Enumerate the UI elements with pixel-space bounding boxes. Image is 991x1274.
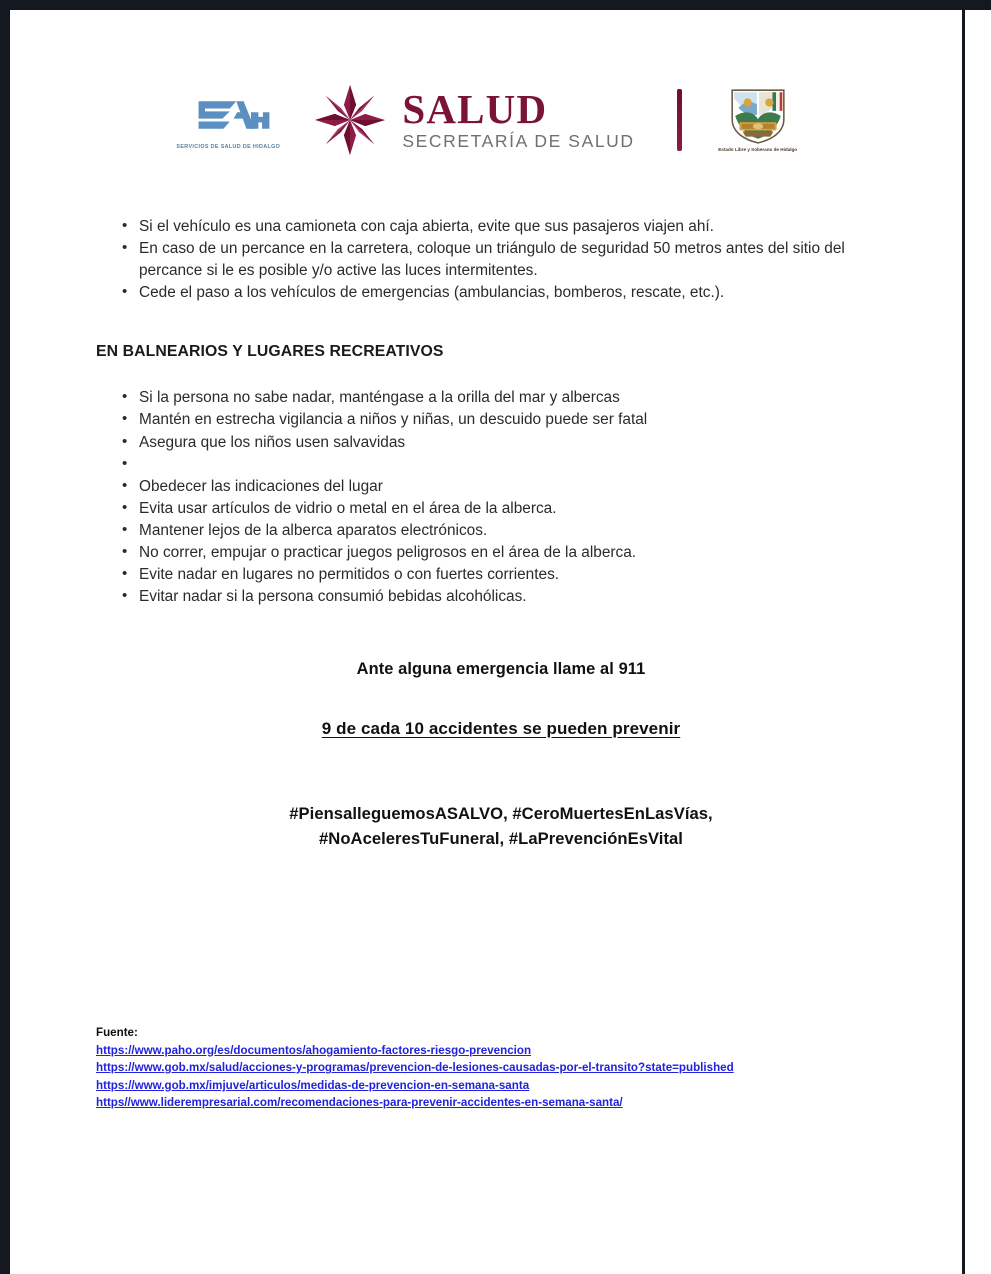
document-header [10, 70, 962, 170]
emphasis-block [96, 660, 906, 851]
source-link-gob-salud[interactable]: https://www.gob.mx/salud/acciones-y-programas/prevencion-de-lesiones-causadas-por-el-transito?state=published [96, 1061, 734, 1075]
list-item: • Cede el paso a los vehículos de emergencias (ambulancias, bomberos, rescate, etc.). [96, 282, 906, 304]
ssa-logo [172, 90, 284, 150]
list-item: • En caso de un percance en la carretera, coloque un triángulo de seguridad 50 metros antes del sitio del percance si le es posible y/o active las luces intermitentes. [96, 238, 906, 281]
sources-block [96, 1024, 926, 1112]
emergency-call-line: Ante alguna emergencia llame al 911 [356, 659, 646, 678]
salud-subtitle: SECRETARÍA DE SALUD [402, 131, 635, 152]
salud-title: SALUD [402, 86, 548, 133]
hashtags-line-2: #NoAceleresTuFuneral, #LaPrevenciónEsVital [319, 828, 683, 848]
list-item: • Si el vehículo es una camioneta con caja abierta, evite que sus pasajeros viajen ahí. [96, 216, 906, 238]
hashtags-line-1: #PiensalleguemosASALVO, #CeroMuertesEnLasVías, [289, 803, 713, 823]
list-item-empty [96, 454, 906, 476]
viewer-top-bar [0, 0, 991, 10]
ssa-monogram-icon [182, 90, 274, 140]
sources-label: Fuente: [96, 1026, 138, 1039]
list-item: • Asegura que los niños usen salvavidas [96, 432, 906, 454]
source-link-liderempresarial[interactable]: https//www.liderempresarial.com/recomendaciones-para-prevenir-accidentes-en-semana-santa/ [96, 1096, 623, 1110]
list-item: • Si la persona no sabe nadar, manténgase a la orilla del mar y albercas [96, 387, 906, 409]
list-item: • No correr, empujar o practicar juegos peligrosos en el área de la alberca. [96, 542, 906, 564]
header-divider [677, 89, 682, 151]
salud-wordmark [402, 86, 635, 152]
list-item: • Obedecer las indicaciones del lugar [96, 476, 906, 498]
page-sheet [10, 10, 962, 1274]
hashtags-block [96, 801, 906, 851]
hidalgo-coat-of-arms-icon [727, 87, 789, 145]
list-item: • Mantén en estrecha vigilancia a niños y niñas, un descuido puede ser fatal [96, 409, 906, 431]
viewer-left-bar [0, 0, 10, 1274]
salud-star-icon [312, 82, 388, 158]
list-item: • Evita usar artículos de vidrio o metal en el área de la alberca. [96, 498, 906, 520]
section-heading: EN BALNEARIOS Y LUGARES RECREATIVOS [96, 343, 444, 361]
salud-lockup [312, 82, 634, 158]
source-link-gob-imjuve[interactable]: https://www.gob.mx/imjuve/articulos/medidas-de-prevencion-en-semana-santa [96, 1078, 530, 1092]
recreational-bullet-list [96, 387, 906, 607]
hidalgo-emblem-caption: Estado Libre y Soberano de Hidalgo [718, 146, 798, 152]
list-item: • Evitar nadar si la persona consumió bebidas alcohólicas. [96, 586, 906, 608]
hidalgo-emblem [716, 87, 800, 153]
viewer-right-rule [962, 0, 965, 1274]
document-body [96, 216, 906, 851]
list-item: • Mantener lejos de la alberca aparatos electrónicos. [96, 520, 906, 542]
list-item: • Evite nadar en lugares no permitidos o con fuertes corrientes. [96, 564, 906, 586]
ssa-logo-caption: SERVICIOS DE SALUD DE HIDALGO [176, 144, 281, 150]
viewer-right-gutter [965, 0, 991, 1274]
prevention-slogan: 9 de cada 10 accidentes se pueden prevenir [321, 718, 681, 738]
source-link-paho[interactable]: https://www.paho.org/es/documentos/ahogamiento-factores-riesgo-prevencion [96, 1043, 532, 1057]
top-bullet-list [96, 216, 906, 303]
